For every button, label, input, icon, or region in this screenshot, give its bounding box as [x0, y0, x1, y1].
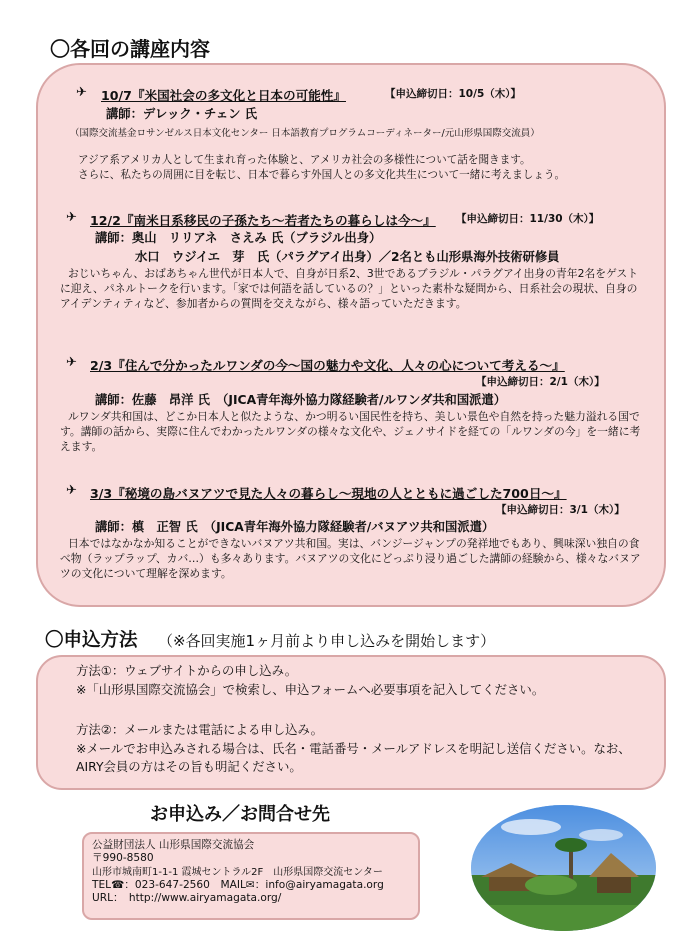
- lecture-title: 3/3『秘境の島バヌアツで見た人々の暮らし～現地の人とともに過ごした700日～』: [90, 486, 567, 501]
- method1-line: 方法①：ウェブサイトからの申し込み。: [76, 663, 298, 678]
- lecture-description: 日本ではなかなか知ることができないバヌアツ共和国。実は、バンジージャンプの発祥地でもあり、興味深い独自の食べ物（ラップラップ、カバ…）も多々あります。バヌアツの文化にどっぷり浸り過ごした講師の経験から、様々なバヌアツの文化について理解を深めます。: [60, 537, 641, 580]
- lecture-speaker: 講師：デレック・チェン 氏: [106, 107, 258, 121]
- application-note: （※各回実施1ヶ月前より申し込みを開始します）: [157, 632, 496, 650]
- section-heading-application: [45, 626, 495, 652]
- contact-heading: お申込み／お問合せ先: [150, 804, 330, 825]
- contact-tel-mail[interactable]: TEL☎：023-647-2560 MAIL✉：info@airyamagata.org: [92, 878, 384, 891]
- lecture-description: おじいちゃん、おばあちゃん世代が日本人で、自身が日系2、3世であるブラジル・パラグアイ出身の青年2名をゲストに迎え、パネルトークを行います。「家では何語を話しているの？」といった素朴な疑問から、日系社会の現状、自身のアイデンティティなど、参加者からの質問を交えながら、様々語っていただきます。: [60, 267, 639, 310]
- lectures-panel: [36, 63, 666, 607]
- method2-line: 方法②：メールまたは電話による申し込み。: [76, 722, 324, 737]
- contact-box: [82, 832, 420, 920]
- lecture-deadline: 【申込締切日：2/1（木）】: [476, 376, 605, 388]
- section-heading-lectures: 〇各回の講座内容: [50, 37, 210, 61]
- lecture-speaker: 講師：佐藤 昂洋 氏 （JICA青年海外協力隊経験者/ルワンダ共和国派遣）: [95, 393, 507, 407]
- contact-url[interactable]: URL： http://www.airyamagata.org/: [92, 892, 282, 905]
- lecture-description: ルワンダ共和国は、どこか日本人と似たような、かつ明るい国民性を持ち、美しい景色や自然を持った魅力溢れる国です。講師の話から、実際に住んでわかったルワンダの様々な文化や、ジェノサイドを経ての「ルワンダの今」を一緒に考えます。: [60, 410, 641, 453]
- airplane-icon: ✈: [66, 483, 77, 498]
- contact-org: 公益財団法人 山形県国際交流協会: [92, 839, 255, 851]
- lecture-deadline: 【申込締切日：3/1（木）】: [496, 504, 625, 516]
- contact-zip: 〒990-8580: [92, 852, 154, 865]
- application-heading-text: 〇申込方法: [45, 630, 138, 651]
- lecture-deadline: 【申込締切日：11/30（木）】: [456, 213, 600, 225]
- lecture-speaker-2: 水口 ウジイエ 芽 氏（パラグアイ出身）／2名とも山形県海外技術研修員: [135, 250, 560, 264]
- lecture-description: アジア系アメリカ人として生まれ育った体験と、アメリカ社会の多様性について話を聞きます。 さらに、私たちの周囲に目を転じ、日本で暮らす外国人との多文化共生について一緒に考えましょう。: [78, 154, 566, 181]
- venue-photo: [471, 805, 656, 931]
- airplane-icon: ✈: [76, 85, 87, 100]
- lecture-deadline: 【申込締切日：10/5（木）】: [385, 88, 522, 100]
- application-panel: [36, 655, 666, 790]
- airplane-icon: ✈: [66, 355, 77, 370]
- method2-detail: ※メールでお申込みされる場合は、氏名・電話番号・メールアドレスを明記し送信ください。なお、AIRY会員の方はその旨も明記ください。: [76, 741, 631, 774]
- lecture-title: 12/2『南米日系移民の子孫たち～若者たちの暮らしは今～』: [90, 213, 436, 228]
- lecture-title: 10/7『米国社会の多文化と日本の可能性』: [101, 88, 346, 103]
- lecture-speaker: 講師：槙 正智 氏 （JICA青年海外協力隊経験者/バヌアツ共和国派遣）: [95, 520, 495, 534]
- airplane-icon: ✈: [66, 210, 77, 225]
- lecture-affiliation: （国際交流基金ロサンゼルス日本文化センター 日本語教育プログラムコーディネーター/元山形県国際交流員）: [70, 128, 540, 139]
- lecture-title: 2/3『住んで分かったルワンダの今～国の魅力や文化、人々の心について考える～』: [90, 358, 565, 373]
- venue-photo-illustration: [471, 805, 656, 931]
- method1-detail: ※「山形県国際交流協会」で検索し、申込フォームへ必要事項を記入してください。: [76, 682, 545, 697]
- lecture-speaker: 講師：奥山 リリアネ さえみ 氏（ブラジル出身）: [95, 231, 382, 245]
- contact-address: 山形市城南町1-1-1 霞城セントラル2F 山形県国際交流センター: [92, 866, 383, 878]
